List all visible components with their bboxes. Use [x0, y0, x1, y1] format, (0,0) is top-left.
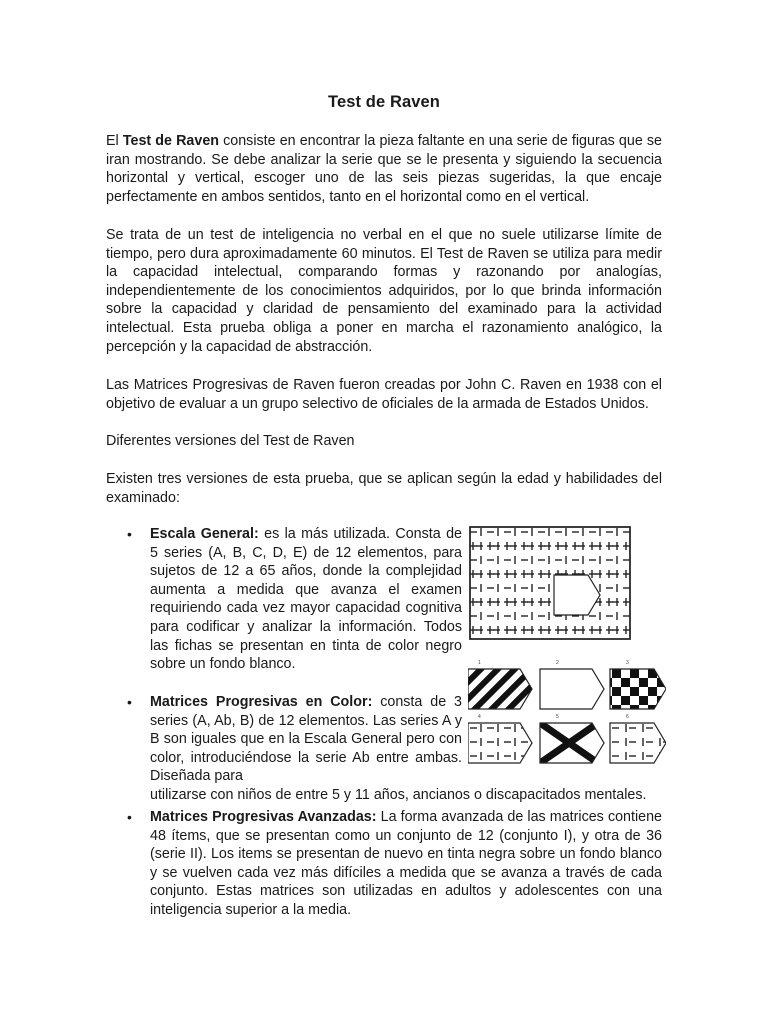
bullet-1-bold: Escala General:: [150, 526, 259, 542]
bullet-2-text-b: utilizarse con niños de entre 5 y 11 años, ancianos o discapacitados mentales.: [150, 786, 647, 803]
option-3-checker: [610, 669, 666, 709]
option-number: 5: [556, 714, 559, 720]
paragraph-4-text: Existen tres versiones de esta prueba, que se aplican según la edad y habilidades del examinado:: [106, 471, 662, 506]
intro-pre: El: [106, 133, 123, 149]
option-4-dashes: [468, 723, 532, 763]
option-number: 6: [626, 714, 629, 720]
option-number: 1: [478, 660, 481, 666]
paragraph-2-text: Se trata de un test de inteligencia no verbal en el que no suele utilizarse límite de tiempo, pero dura aproximadamente 60 minutos. El Test de Raven se utiliza para medir la capacidad intelectual, comparando formas y razonando por analogías, independientemente de los conocimientos adquiridos, por lo que brinda información sobre la capacidad y claridad de pensamiento del examinado para la actividad intelectual. Esta prueba obliga a poner en marcha el razonamiento analógico, la percepción y la capacidad de abstracción.: [106, 227, 662, 355]
bullet-1-text: es la más utilizada. Consta de 5 series (A, B, C, D, E) de 12 elementos, para sujetos de 12 a 65 años, donde la complejidad aumenta a medida que avanza el examen requiriendo cada vez mayor capacidad cognitiva para codificar y analizar la información. Todos las fichas se presentan en tinta de color negro sobre un fondo blanco.: [150, 526, 462, 673]
bullet-3-text: La forma avanzada de las matrices contiene 48 ítems, que se presentan como un conjunto de 12 (conjunto I), y otra de 36 (serie II). Los items se presentan de nuevo en tinta negra sobre un fondo blanco y se vuelven cada vez más difíciles a medida que se avanza a través de cada conjunto. Estas matrices son utilizadas en adultos y adolescentes con una inteligencia superior a la media.: [150, 809, 662, 918]
raven-figure: [468, 525, 666, 780]
paragraph-2: [106, 226, 662, 356]
bullet-matrices-avanzadas: [106, 808, 662, 920]
bullet-3-bold: Matrices Progresivas Avanzadas:: [150, 809, 377, 825]
paragraph-3: [106, 376, 662, 413]
bullet-icon: •: [127, 694, 132, 710]
intro-bold: Test de Raven: [122, 133, 220, 149]
matrix-puzzle: [470, 527, 630, 639]
bullet-icon: •: [127, 809, 132, 825]
option-2-blank: [540, 669, 604, 709]
intro-post: consiste en encontrar la pieza faltante en una serie de figuras que se iran mostrando. Se debe analizar la serie que se le presenta y siguiendo la secuencia horizontal y vertical, escoger uno de las seis piezas sugeridas, la que encaje perfectamente en ambos sentidos, tanto en el horizontal como en el vertical.: [106, 133, 662, 205]
option-number: 3: [626, 660, 629, 666]
option-number: 4: [478, 714, 481, 720]
bullet-2-text-a: consta de 3 series (A, Ab, B) de 12 elementos. Las series A y B son iguales que en la Escala General pero con color, introduciéndose la serie Ab entre ambas. Diseñada para: [150, 694, 462, 785]
paragraph-4: [106, 470, 662, 507]
page-title: Test de Raven: [328, 93, 440, 111]
subheading-text: Diferentes versiones del Test de Raven: [106, 433, 355, 449]
paragraph-3-text: Las Matrices Progresivas de Raven fueron creadas por John C. Raven en 1938 con el objetivo de evaluar a un grupo selectivo de oficiales de la armada de Estados Unidos.: [106, 377, 662, 412]
bullet-2-bold: Matrices Progresivas en Color:: [150, 694, 373, 710]
subheading: [106, 432, 662, 451]
raven-matrix-illustration: [468, 525, 666, 775]
option-6-mixed: [610, 723, 666, 763]
option-1-stripes: [468, 669, 532, 709]
option-number: 2: [556, 660, 559, 666]
option-5-x: [540, 723, 604, 763]
intro-paragraph: [106, 132, 662, 206]
bullet-icon: •: [127, 526, 132, 542]
